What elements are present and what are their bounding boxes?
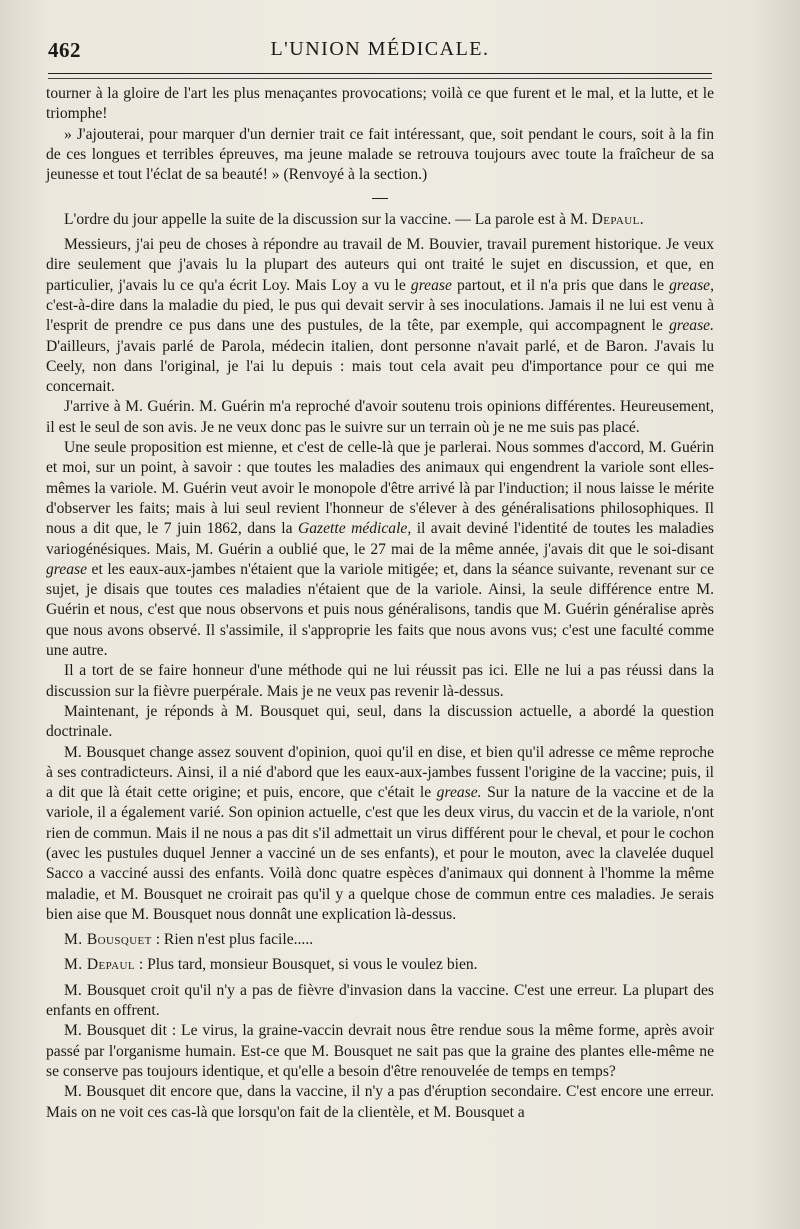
paragraph	[46, 235, 714, 397]
italic-term: grease.	[436, 784, 482, 802]
journal-title: L'UNION MÉDICALE.	[270, 38, 490, 60]
italic-title: Gazette médicale,	[297, 520, 412, 538]
paragraph: M. Bousquet croit qu'il n'y a pas de fièvre d'invasion dans la vaccine. C'est une erreur. La plupart des enfants en offrent.	[46, 981, 714, 1020]
text-run: D'ailleurs, j'avais parlé de Parola, médecin italien, dont personne n'avait parlé, et de Baron. J'avais lu Ceely, non dans l'original, je l'ai lu depuis : mais tout cela avait peu d'importance pour ce qui me concernait.	[46, 337, 714, 396]
italic-term: grease	[46, 560, 87, 578]
dialogue-line	[46, 955, 714, 975]
italic-term: grease	[410, 276, 452, 294]
paragraph: tourner à la gloire de l'art les plus menaçantes provocations; voilà ce que furent et le mal, et la lutte, et le triomphe!	[46, 85, 714, 123]
page-number: 462	[48, 38, 81, 62]
speaker-name: M. Depaul	[64, 956, 135, 974]
paragraph	[46, 743, 714, 926]
paragraph-order-of-day	[46, 210, 714, 230]
text-run: Sur la nature de la vaccine et de la variole, il a également varié. Son opinion actuelle, c'est que les deux virus, du vaccin et de la variole, n'ont rien de commun. Mais il ne nous a pas dit s'il admettait un virus différent pour le cheval, et pour le cochon (avec les pustules duquel Jenner a vacciné un de ses enfants), et pour le mouton, avec la clavelée duquel Sacco a vacciné aussi des enfants. Voilà donc quatre espèces d'animaux qui donnent à l'homme la même maladie, et M. Bousquet ne croirait pas qu'il y a quelque chose de commun entre ces maladies. Je serais bien aise que M. Bousquet nous donnât une explication là-dessus.	[46, 784, 714, 923]
section-separator	[46, 187, 714, 207]
paragraph: M. Bousquet dit : Le virus, la graine-vaccin devrait nous être rendue sous la même forme, après avoir passé par l'organisme humain. Est-ce que M. Bousquet ne sait pas que la graine des plantes elle-même ne se conserve pas toujours identique, et qu'elle a besoin d'être renouvelée de temps en temps?	[46, 1022, 714, 1080]
paragraph: Maintenant, je réponds à M. Bousquet qui, seul, dans la discussion actuelle, a abordé la question doctrinale.	[46, 702, 714, 741]
article-body	[46, 84, 714, 1123]
text-run: il avait deviné l'identité de toutes les maladies variogénésiques. Mais, M. Guérin a oublié que, le 27 mai de la même année, j'avais dit que le soi-disant	[46, 520, 714, 558]
paragraph: Il a tort de se faire honneur d'une méthode qui ne lui réussit pas ici. Elle ne lui a pas réussi dans la discussion sur la fièvre puerpérale. Mais je ne veux pas revenir là-dessus.	[46, 662, 714, 700]
punct: .	[639, 210, 644, 228]
italic-term: grease,	[669, 276, 715, 294]
text-run: Une seule proposition est mienne, et c'est de celle-là que je parlerai. Nous sommes d'accord, M. Guérin et moi, sur un point, à savoir : que toutes les maladies des animaux qui engendrent la variole sont elles-mêmes la variole. M. Guérin veut avoir le monopole d'être arrivé là par l'induction; il nous laisse le mérite d'observer les faits; mais à lui seul revient l'honneur de s'élever à des généralisations philosophiques. Il nous a dit que, le 7 juin 1862, dans la	[46, 439, 714, 538]
paragraph: J'arrive à M. Guérin. M. Guérin m'a reproché d'avoir soutenu trois opinions différentes. Heureusement, il est le seul de son avis. Je ne veux donc pas le suivre sur un terrain où je ne me suis pas placé.	[46, 398, 714, 436]
italic-term: grease.	[669, 317, 714, 335]
text-run: c'est-à-dire dans la maladie du pied, le pus qui devait servir à ses inoculations. Jamais il ne lui est venu à l'esprit de prendre ce pus dans une des pustules, de la tête, par exemple, qui accompagnent le	[46, 296, 714, 335]
text-run: partout, et il n'a pris que dans le	[451, 276, 670, 294]
speaker-name: M. Bousquet	[64, 931, 152, 949]
speaker-name: Depaul	[591, 210, 640, 228]
dialogue-line	[46, 930, 714, 950]
paragraph	[46, 438, 714, 661]
text-run: M. Bousquet change assez souvent d'opinion, quoi qu'il en dise, et bien qu'il adresse ce même reproche à ses contradicteurs. Ainsi, il a nié d'abord que les eaux-aux-jambes fussent l'origine de la vaccine; puis, il a dit que là était cette origine; et puis, encore, que c'était le	[46, 743, 714, 802]
paragraph: » J'ajouterai, pour marquer d'un dernier trait ce fait intéressant, que, soit pendant le cours, soit à la fin de ces longues et terribles épreuves, ma jeune malade se retrouva toujours avec toute la fraîcheur de sa jeunesse et tout l'éclat de sa beauté! » (Renvoyé à la section.)	[46, 125, 714, 184]
text-run: : Rien n'est plus facile.....	[151, 931, 314, 949]
header-rule-thin	[48, 78, 712, 79]
text-run: et les eaux-aux-jambes n'étaient que la variole mitigée; et, dans la séance suivante, revenant sur ce sujet, je disais que toutes ces maladies n'étaient que de la variole. Ainsi, la seule différence entre M. Guérin et nous, c'est que nous observons et puis nous généralisons, tandis que M. Guérin généralise après que nous avons observé. Il s'assimile, il s'approprie les faits que nous avons vus; c'est une faculté comme une autre.	[46, 560, 714, 660]
order-of-day-text: L'ordre du jour appelle la suite de la discussion sur la vaccine. — La parole est à M.	[64, 210, 588, 228]
page-header	[48, 38, 712, 68]
paragraph: M. Bousquet dit encore que, dans la vaccine, il n'y a pas d'éruption secondaire. C'est encore une erreur. Mais on ne voit ces cas-là que lorsqu'on fait de la clientèle, et M. Bousquet a	[46, 1083, 714, 1121]
header-rule	[48, 73, 712, 74]
text-run: : Plus tard, monsieur Bousquet, si vous le voulez bien.	[134, 956, 478, 974]
text-run: Messieurs, j'ai peu de choses à répondre au travail de M. Bouvier, travail purement historique. Je veux dire seulement que j'avais lu la plupart des auteurs qui ont traité le sujet en discussion, et que, en particulier, j'avais lu ce qu'a écrit Loy. Mais Loy a vu le	[46, 236, 714, 294]
